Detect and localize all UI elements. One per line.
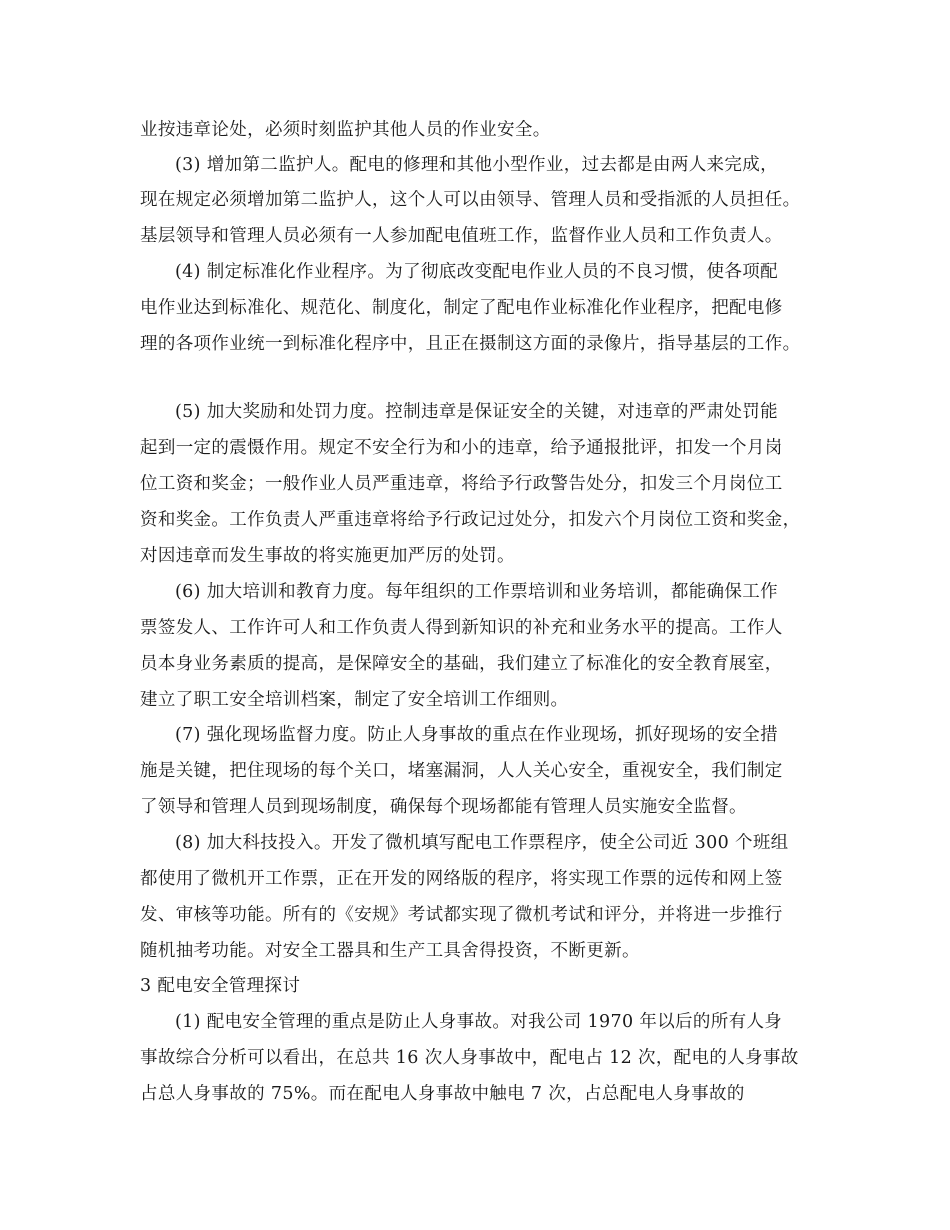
text-line: 施是关键，把住现场的每个关口，堵塞漏洞，人人关心安全，重视安全，我们制定	[140, 761, 783, 781]
text-line: 票签发人、工作许可人和工作负责人得到新知识的补充和业务水平的提高。工作人	[140, 618, 783, 638]
text-line: 电作业达到标准化、规范化、制度化，制定了配电作业标准化作业程序，把配电修	[140, 298, 783, 318]
text-line: 了领导和管理人员到现场制度，确保每个现场都能有管理人员实施安全监督。	[140, 797, 747, 817]
text-line: 员本身业务素质的提高，是保障安全的基础，我们建立了标准化的安全教育展室，	[140, 654, 783, 674]
text-line: 理的各项作业统一到标准化程序中，且正在摄制这方面的录像片，指导基层的工作。	[140, 334, 801, 354]
text-line: 事故综合分析可以看出，在总共 16 次人身事故中，配电占 12 次，配电的人身事故	[140, 1048, 799, 1068]
text-line: (3) 增加第二监护人。配电的修理和其他小型作业，过去都是由两人来完成，	[175, 155, 778, 175]
text-line: (7) 强化现场监督力度。防止人身事故的重点在作业现场，抓好现场的安全措	[175, 725, 778, 745]
text-line: (4) 制定标准化作业程序。为了彻底改变配电作业人员的不良习惯，使各项配	[175, 262, 778, 282]
section-heading: 3 配电安全管理探讨	[140, 976, 301, 996]
text-line: (8) 加大科技投入。开发了微机填写配电工作票程序，使全公司近 300 个班组	[175, 833, 789, 853]
text-line: 都使用了微机开工作票，正在开发的网络版的程序，将实现工作票的远传和网上签	[140, 869, 783, 889]
text-line: (1) 配电安全管理的重点是防止人身事故。对我公司 1970 年以后的所有人身	[175, 1012, 783, 1032]
text-line: 随机抽考功能。对安全工器具和生产工具舍得投资，不断更新。	[140, 941, 640, 961]
text-line: (6) 加大培训和教育力度。每年组织的工作票培训和业务培训，都能确保工作	[175, 582, 778, 602]
text-line: 发、审核等功能。所有的《安规》考试都实现了微机考试和评分，并将进一步推行	[140, 905, 783, 925]
text-line: 建立了职工安全培训档案，制定了安全培训工作细则。	[140, 690, 569, 710]
text-line: 基层领导和管理人员必须有一人参加配电值班工作，监督作业人员和工作负责人。	[140, 226, 783, 246]
text-line: (5) 加大奖励和处罚力度。控制违章是保证安全的关键，对违章的严肃处罚能	[175, 402, 778, 422]
text-line: 占总人身事故的 75%。而在配电人身事故中触电 7 次，占总配电人身事故的	[140, 1084, 745, 1104]
text-line: 起到一定的震慑作用。规定不安全行为和小的违章，给予通报批评，扣发一个月岗	[140, 438, 783, 458]
text-line: 资和奖金。工作负责人严重违章将给予行政记过处分，扣发六个月岗位工资和奖金，	[140, 510, 801, 530]
text-line: 现在规定必须增加第二监护人，这个人可以由领导、管理人员和受指派的人员担任。	[140, 190, 801, 210]
text-line: 业按违章论处，必须时刻监护其他人员的作业安全。	[140, 120, 551, 140]
text-line: 对因违章而发生事故的将实施更加严厉的处罚。	[140, 546, 515, 566]
text-line: 位工资和奖金；一般作业人员严重违章，将给予行政警告处分，扣发三个月岗位工	[140, 474, 783, 494]
